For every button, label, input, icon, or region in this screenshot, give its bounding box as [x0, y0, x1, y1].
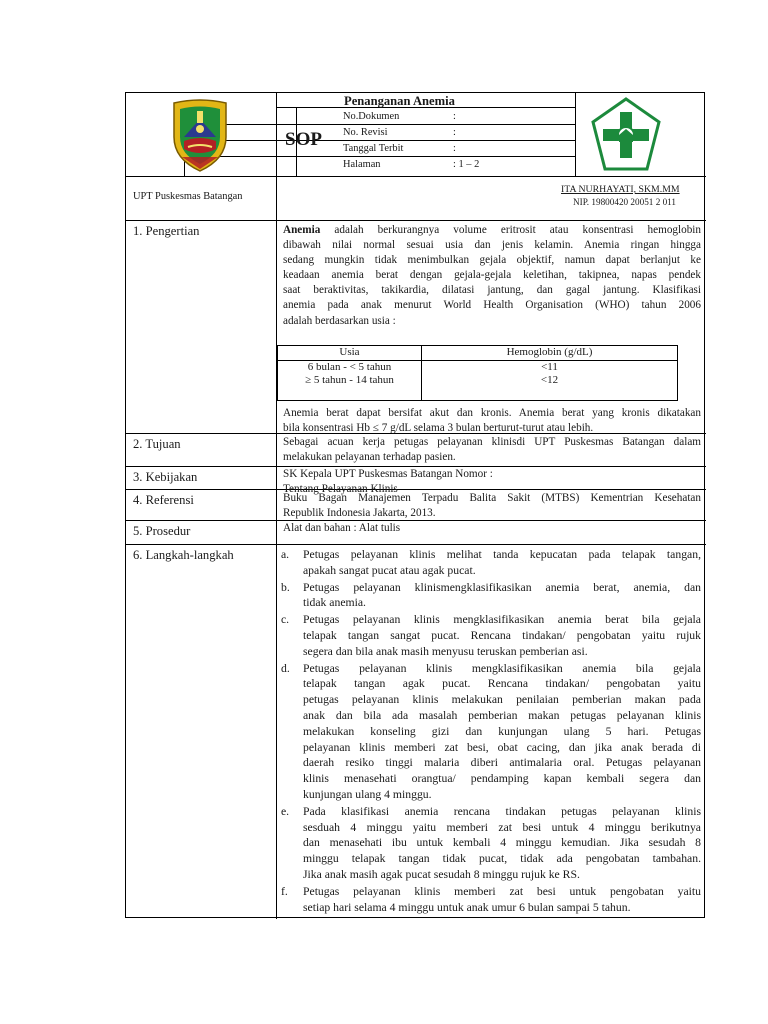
step-marker: e. — [281, 804, 290, 818]
step-line: telapak tangan sangat pucat. Rencana tindakan/ pengobatan yaitu rujuk — [303, 628, 701, 642]
puskesmas-logo-icon — [589, 97, 663, 173]
pengertian-line: dibawah nilai normal sesuai usia dan jenis kelamin. Anemia ringan hingga — [283, 239, 701, 252]
step-line: anak dan bila ada masalah pemberian makan petugas pelayanan klinis — [303, 708, 701, 722]
step-line: Jika anak masih agak pucat sesudah 8 minggu rujuk ke RS. — [303, 867, 580, 881]
step-line: petugas pelayanan klinis melakukan penilaian pemberian makan pada — [303, 693, 701, 707]
meta-label-no-revisi: No. Revisi — [343, 127, 388, 138]
kebijakan-line: Tentang Pelayanan Klinis — [283, 483, 398, 496]
pengertian-line: Anemia berat dapat bersifat akut dan kronis. Anemia berat yang kronis dikatakan — [283, 407, 701, 419]
table-cell: <11 — [422, 360, 678, 374]
referensi-body — [283, 491, 701, 521]
meta-rule — [184, 124, 575, 125]
step-line: Petugas pelayanan klinis memberi zat besi untuk pengobatan yaitu — [303, 884, 701, 898]
sop-document — [125, 92, 705, 918]
step-item-c — [281, 612, 701, 659]
step-line: tidak anemia. — [303, 596, 366, 610]
term-anemia: Anemia — [283, 224, 321, 236]
header-rule — [126, 176, 706, 177]
step-marker: a. — [281, 548, 290, 561]
step-item-a — [281, 547, 701, 579]
section-label-tujuan: 2. Tujuan — [133, 437, 181, 451]
meta-label-no-dokumen: No.Dokumen — [343, 111, 400, 122]
prosedur-body — [283, 521, 701, 536]
logo-divider — [575, 93, 576, 176]
step-line: dan menasehati ibu untuk kembali 4 minggu kemudian. Jika sesudah 8 — [303, 836, 701, 850]
step-line: pelayanan klinis memberi zat besi, obat cacing, dan jika anak berada di — [303, 740, 701, 754]
pengertian-line: Anemia adalah berkurangnya volume eritrosit atau konsentrasi hemoglobin — [283, 224, 701, 236]
table-cell-blank — [422, 388, 678, 401]
meta-value: : — [453, 143, 456, 154]
column-divider — [276, 93, 277, 919]
step-line: apakah sangat pucat atau agak pucat. — [303, 563, 476, 577]
pengertian-line: adalah berdasarkan usia : — [283, 314, 396, 327]
meta-value-halaman: : 1 – 2 — [453, 159, 480, 170]
document-title: Penanganan Anemia — [344, 94, 455, 108]
step-item-d — [281, 661, 701, 803]
referensi-line: Buku Bagan Manajemen Terpadu Balita Sakit (MTBS) Kementrian Kesehatan — [283, 492, 701, 504]
meta-label-tanggal-terbit: Tanggal Terbit — [343, 143, 404, 154]
organization-name: UPT Puskesmas Batangan — [133, 191, 243, 202]
step-item-f — [281, 884, 701, 916]
regency-crest-icon — [166, 97, 234, 173]
meta-rule — [184, 140, 575, 141]
step-item-e — [281, 804, 701, 883]
section-label-referensi: 4. Referensi — [133, 493, 194, 507]
step-line: Petugas pelayanan klinis melihat tanda kepucatan pada telapak tangan, — [303, 548, 701, 561]
step-line: melakukan konseling gizi dan kunjungan ulang 5 hari. Petugas — [303, 724, 701, 738]
section-label-prosedur: 5. Prosedur — [133, 524, 191, 538]
step-line: sesduah 4 minggu yaitu memberi zat besi untuk 4 minggu berikutnya — [303, 820, 701, 834]
step-line: klinis menasehati orangtua/ pendamping kapan kembali segera dan — [303, 772, 701, 786]
meta-value: : — [453, 127, 456, 138]
meta-rule — [184, 156, 575, 157]
step-line: daerah resiko tinggi malaria diberi antimalaria oral. Petugas pelayanan — [303, 756, 701, 770]
kebijakan-line: SK Kepala UPT Puskesmas Batangan Nomor : — [283, 468, 493, 480]
step-marker: c. — [281, 613, 290, 627]
step-line: Pada klasifikasi anemia rencana tindakan petugas pelayanan klinis — [303, 804, 701, 818]
tujuan-line: Sebagai acuan kerja petugas pelayanan klinisdi UPT Puskesmas Batangan dalam — [283, 436, 701, 448]
meta-value: : — [453, 111, 456, 122]
step-line: segera dan bila anak masih menyusu teruskan pemberian asi. — [303, 644, 588, 658]
steps-list — [281, 547, 701, 915]
step-marker: f. — [281, 884, 288, 898]
table-row — [278, 374, 678, 388]
table-row — [278, 360, 678, 374]
referensi-line: Republik Indonesia Jakarta, 2013. — [283, 507, 436, 520]
table-header-row — [278, 346, 678, 361]
table-header-hemoglobin: Hemoglobin (g/dL) — [422, 346, 678, 361]
step-line: Petugas pelayanan klinis mengklasifikasikan anemia bila gejala — [303, 661, 701, 675]
signer-nip: NIP. 19800420 20051 2 011 — [573, 197, 677, 207]
hemoglobin-table — [277, 345, 678, 401]
step-line: Petugas pelayanan klinismengklasifikasikan anemia berat, anemia, dan — [303, 580, 701, 594]
prosedur-line: Alat dan bahan : Alat tulis — [283, 522, 401, 534]
tujuan-body — [283, 435, 701, 465]
table-row-blank — [278, 388, 678, 401]
pengertian-line: sedang mungkin tidak menimbulkan gejala objektif, namun dapat berlanjut ke — [283, 254, 701, 267]
section-rule — [126, 544, 706, 545]
table-header-usia: Usia — [278, 346, 422, 361]
step-marker: b. — [281, 580, 290, 594]
section-rule — [126, 220, 706, 221]
meta-label-halaman: Halaman — [343, 159, 381, 170]
step-line: telapak tangan agak pucat. Rencana tindakan/ pengobatan yaitu — [303, 677, 701, 691]
step-item-b — [281, 580, 701, 612]
tujuan-line: melakukan pelayanan terhadap pasien. — [283, 451, 456, 464]
table-cell: <12 — [422, 374, 678, 388]
step-line: minggu telapak tangan tidak pucat, tidak ada pengobatan tambahan. — [303, 852, 701, 866]
pengertian-line: bila konsentrasi Hb ≤ 7 g/dL selama 3 bulan berturut-turut atau lebih. — [283, 422, 594, 435]
pengertian-line: anemia pada anak menurut World Health Organisation (WHO) tahun 2006 — [283, 299, 701, 312]
section-label-langkah: 6. Langkah-langkah — [133, 548, 234, 562]
table-cell: ≥ 5 tahun - 14 tahun — [278, 374, 422, 388]
table-cell-blank — [278, 388, 422, 401]
step-marker: d. — [281, 661, 290, 675]
pengertian-after — [283, 406, 701, 436]
pengertian-line: saat beraktivitas, takikardia, dilatasi jantung, dan gagal jantung. Klasifikasi — [283, 284, 701, 297]
pengertian-body — [283, 223, 701, 329]
pengertian-line: keadaan anemia berat dengan gejala-gejala keletihan, takipnea, napas pendek — [283, 269, 701, 282]
sop-label: SOP — [285, 129, 322, 150]
section-label-pengertian: 1. Pengertian — [133, 224, 200, 238]
table-cell: 6 bulan - < 5 tahun — [278, 360, 422, 374]
step-line: kunjungan ulang 4 minggu. — [303, 787, 432, 801]
step-line: Petugas pelayanan klinis mengklasifikasikan anemia berat bila gejala — [303, 613, 701, 627]
step-line: setiap hari selama 4 minggu untuk anak umur 6 bulan sampai 5 tahun. — [303, 900, 631, 914]
section-label-kebijakan: 3. Kebijakan — [133, 470, 198, 484]
signer-name: ITA NURHAYATI, SKM.MM — [561, 184, 680, 195]
